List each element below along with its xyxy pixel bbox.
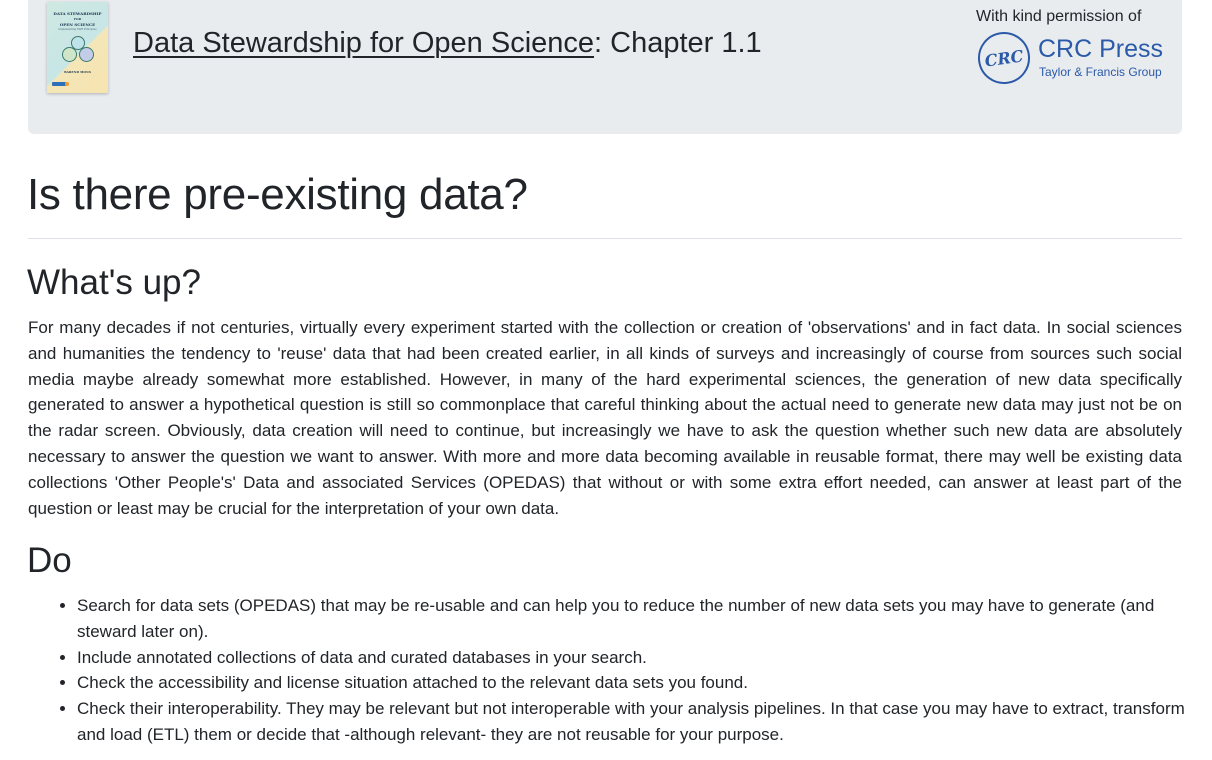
book-title-line [133,27,762,60]
book-cover-image[interactable] [47,2,108,93]
do-list [28,593,1212,748]
list-item: • Search for data sets (OPEDAS) that may be re-usable and can help you to reduce the number of new data sets you may have to generate (and steward later on). [77,593,1212,645]
cover-illustration-circle-right [79,47,94,62]
cover-author: BAREND MONS [64,70,91,74]
list-item: • Check their interoperability. They may be relevant but not interoperable with your analysis pipelines. In that case you may have to extract, transform and load (ETL) them or decide that -although relevant- they are not reusable for your purpose. [77,696,1212,748]
cover-title-line1: DATA STEWARDSHIP [53,11,102,16]
section-heading-whats-up: What's up? [27,263,201,302]
book-header-banner [28,0,1182,134]
cover-title-line2: FOR [73,17,82,21]
page-title: Is there pre-existing data? [27,170,528,219]
chapter-label: : Chapter 1.1 [594,27,762,59]
list-item: • Include annotated collections of data and curated databases in your search. [77,645,1212,671]
cover-subtitle: Implementing FAIR Principles [58,28,97,31]
title-divider [28,238,1182,239]
crc-logo-icon: CRC [975,29,1034,88]
book-title-link[interactable]: Data Stewardship for Open Science [133,27,595,59]
cover-series-badge [52,82,66,86]
permission-text: With kind permission of [976,8,1142,25]
cover-plus-icon [65,82,69,86]
cover-title-line3: OPEN SCIENCE [59,22,96,27]
publisher-group: Taylor & Francis Group [1039,65,1162,79]
list-item: • Check the accessibility and license situation attached to the relevant data sets you found. [77,670,1212,696]
publisher-logo[interactable] [978,32,1168,90]
publisher-name: CRC Press [1038,35,1164,63]
section-paragraph-whats-up: For many decades if not centuries, virtually every experiment started with the collection or creation of 'observations' and in fact data. In social sciences and humanities the tendency to 'reuse' data that had been created earlier, in all kinds of surveys and increasingly of course from sources such social media maybe already somewhat more established. However, in many of the hard experimental sciences, the generation of new data specifically generated to answer a hypothetical question is still so commonplace that careful thinking about the actual need to generate new data may just not be on the radar screen. Obviously, data creation will need to continue, but increasingly we have to ask the question whether such new data are absolutely necessary to answer the question we want to answer. With more and more data becoming available in reusable format, there may well be existing data collections 'Other People's' Data and associated Services (OPEDAS) that without or with some extra effort needed, can answer at least part of the question or least may be crucial for the interpretation of your own data. [28,318,1182,518]
cover-illustration-circle-left [62,47,77,62]
section-heading-do: Do [27,541,72,580]
